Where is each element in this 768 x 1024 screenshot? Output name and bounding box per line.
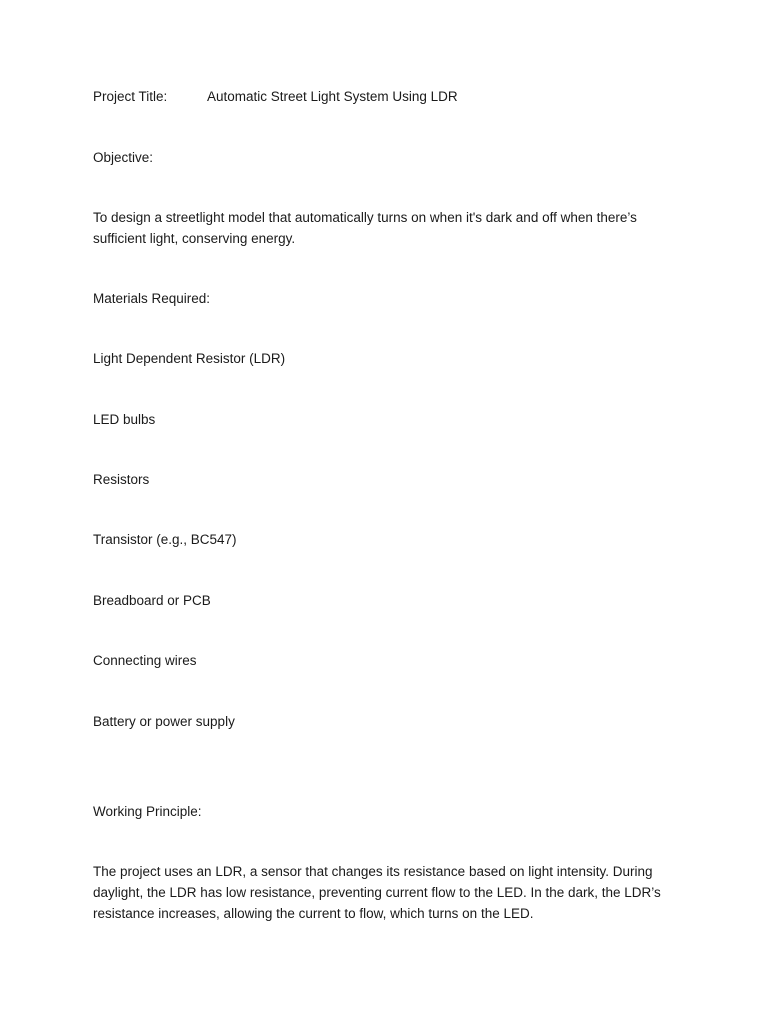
material-item-power: Battery or power supply	[93, 714, 235, 729]
material-item-resistors: Resistors	[93, 472, 150, 487]
working-heading: Working Principle:	[93, 804, 202, 819]
working-text: The project uses an LDR, a sensor that changes its resistance based on light intensity. During daylight, the LDR has low resistance, preventing current flow to the LED. In the dark, the LDR’s resistance increases, allowing the current to flow, which turns on the LED.	[93, 864, 661, 921]
objective-heading: Objective:	[93, 150, 154, 165]
project-title-row	[93, 86, 683, 107]
materials-heading: Materials Required:	[93, 291, 211, 306]
material-item-led-bulbs: LED bulbs	[93, 412, 156, 427]
material-item-breadboard: Breadboard or PCB	[93, 593, 211, 608]
material-item-wires: Connecting wires	[93, 653, 197, 668]
objective-text: To design a streetlight model that automatically turns on when it's dark and off when there’s sufficient light, conserving energy.	[93, 210, 637, 246]
project-title: Automatic Street Light System Using LDR	[207, 89, 458, 104]
material-item-transistor: Transistor (e.g., BC547)	[93, 532, 237, 547]
material-item-ldr: Light Dependent Resistor (LDR)	[93, 351, 286, 366]
project-title-label: Project Title:	[93, 89, 168, 104]
